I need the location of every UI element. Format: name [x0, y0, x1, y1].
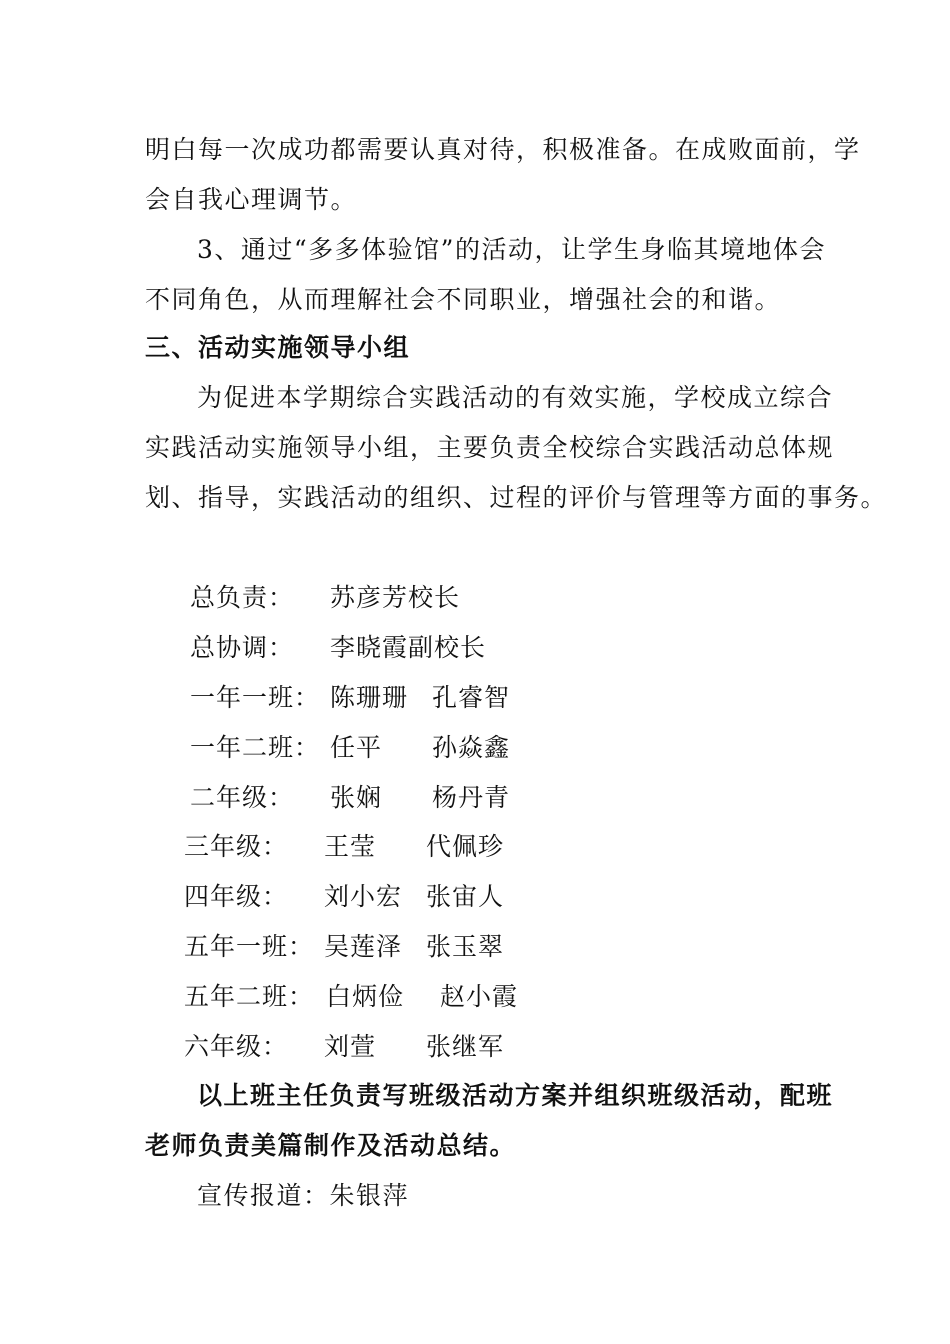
roster-name: 杨丹青	[432, 783, 511, 812]
roster-role: 五年一班：	[184, 932, 315, 961]
publicity-line: 宣传报道：朱银萍	[197, 1181, 410, 1210]
paragraph-line: 不同角色，从而理解社会不同职业，增强社会的和谐。	[145, 285, 782, 314]
roster-role: 三年级：	[184, 832, 289, 861]
paragraph-line: 会自我心理调节。	[145, 185, 358, 214]
paragraph-line: 实践活动实施领导小组，主要负责全校综合实践活动总体规	[145, 433, 835, 462]
paragraph-line: 明白每一次成功都需要认真对待，积极准备。在成败面前，学	[145, 135, 861, 164]
roster-name: 赵小霞	[440, 982, 519, 1011]
roster-name: 吴莲泽	[324, 932, 403, 961]
roster-role: 六年级：	[184, 1032, 289, 1061]
roster-name: 张玉翠	[426, 932, 505, 961]
closing-line: 老师负责美篇制作及活动总结。	[145, 1131, 517, 1160]
roster-name: 任平	[330, 733, 383, 762]
roster-role: 四年级：	[184, 882, 289, 911]
roster-role: 总负责：	[190, 583, 295, 612]
roster-role: 一年一班：	[190, 683, 321, 712]
roster-name: 刘萱	[324, 1032, 377, 1061]
roster-role: 二年级：	[190, 783, 295, 812]
roster-name: 刘小宏	[324, 882, 403, 911]
roster-name: 孙焱鑫	[432, 733, 511, 762]
roster-name: 代佩珍	[426, 832, 505, 861]
section-heading: 三、活动实施领导小组	[145, 333, 411, 362]
roster-name: 王莹	[324, 832, 377, 861]
roster-role: 总协调：	[190, 633, 295, 662]
closing-line: 以上班主任负责写班级活动方案并组织班级活动，配班	[197, 1081, 834, 1110]
paragraph-line: 3、通过“多多体验馆”的活动，让学生身临其境地体会	[197, 235, 826, 264]
roster-name: 陈珊珊	[330, 683, 409, 712]
paragraph-line: 划、指导，实践活动的组织、过程的评价与管理等方面的事务。	[145, 483, 888, 512]
roster-name: 张娴	[330, 783, 383, 812]
roster-name: 白炳俭	[326, 982, 405, 1011]
roster-name: 苏彦芳校长	[330, 583, 461, 612]
roster-role: 一年二班：	[190, 733, 321, 762]
roster-name: 孔睿智	[432, 683, 511, 712]
roster-name: 张继军	[426, 1032, 505, 1061]
roster-name: 李晓霞副校长	[330, 633, 487, 662]
roster-name: 张宙人	[426, 882, 505, 911]
paragraph-line: 为促进本学期综合实践活动的有效实施，学校成立综合	[197, 383, 834, 412]
roster-role: 五年二班：	[184, 982, 315, 1011]
